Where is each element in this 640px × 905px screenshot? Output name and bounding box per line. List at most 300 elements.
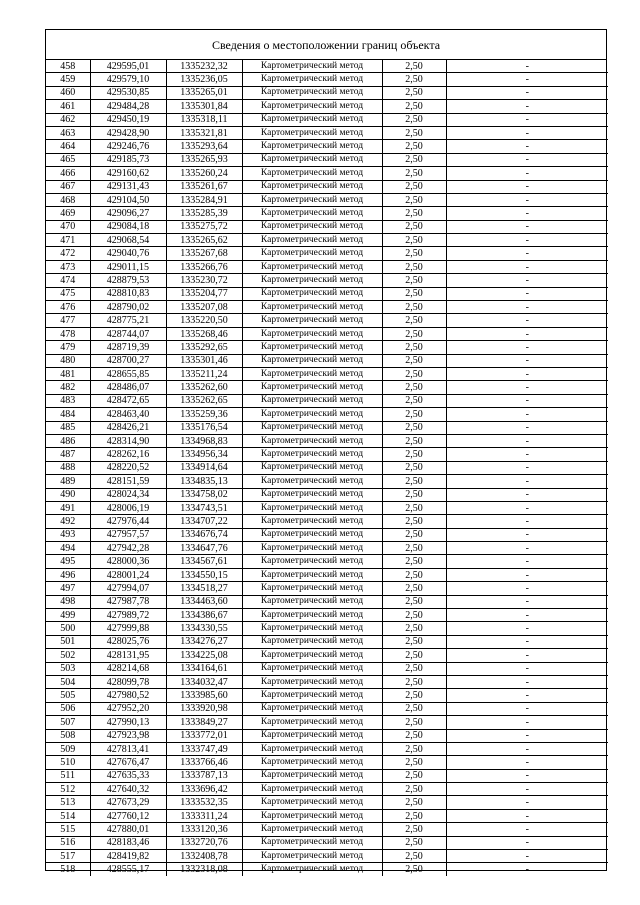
point-number-cell: 502 xyxy=(46,649,90,662)
table-row xyxy=(46,515,608,528)
table-row xyxy=(46,73,608,86)
method-cell: Картометрический метод xyxy=(242,394,382,407)
description-cell: - xyxy=(446,836,608,849)
accuracy-cell: 2,50 xyxy=(382,863,446,876)
accuracy-cell: 2,50 xyxy=(382,501,446,514)
table-row xyxy=(46,742,608,755)
point-number-cell: 489 xyxy=(46,475,90,488)
accuracy-cell: 2,50 xyxy=(382,582,446,595)
point-number-cell: 510 xyxy=(46,756,90,769)
x-coordinate-cell: 427980,52 xyxy=(90,689,166,702)
x-coordinate-cell: 429084,18 xyxy=(90,220,166,233)
accuracy-cell: 2,50 xyxy=(382,394,446,407)
description-cell: - xyxy=(446,582,608,595)
method-cell: Картометрический метод xyxy=(242,354,382,367)
method-cell: Картометрический метод xyxy=(242,501,382,514)
description-cell: - xyxy=(446,301,608,314)
accuracy-cell: 2,50 xyxy=(382,220,446,233)
y-coordinate-cell: 1333849,27 xyxy=(166,716,242,729)
accuracy-cell: 2,50 xyxy=(382,314,446,327)
table-row xyxy=(46,622,608,635)
point-number-cell: 483 xyxy=(46,394,90,407)
x-coordinate-cell: 427676,47 xyxy=(90,756,166,769)
description-cell: - xyxy=(446,394,608,407)
point-number-cell: 514 xyxy=(46,809,90,822)
table-row xyxy=(46,609,608,622)
y-coordinate-cell: 1335266,76 xyxy=(166,260,242,273)
method-cell: Картометрический метод xyxy=(242,649,382,662)
description-cell: - xyxy=(446,314,608,327)
x-coordinate-cell: 429450,19 xyxy=(90,113,166,126)
description-cell: - xyxy=(446,126,608,139)
accuracy-cell: 2,50 xyxy=(382,475,446,488)
accuracy-cell: 2,50 xyxy=(382,234,446,247)
accuracy-cell: 2,50 xyxy=(382,515,446,528)
method-cell: Картометрический метод xyxy=(242,528,382,541)
x-coordinate-cell: 427880,01 xyxy=(90,823,166,836)
y-coordinate-cell: 1334676,74 xyxy=(166,528,242,541)
method-cell: Картометрический метод xyxy=(242,461,382,474)
description-cell: - xyxy=(446,649,608,662)
description-cell: - xyxy=(446,247,608,260)
method-cell: Картометрический метод xyxy=(242,582,382,595)
table-row xyxy=(46,448,608,461)
x-coordinate-cell: 427989,72 xyxy=(90,609,166,622)
table-row xyxy=(46,274,608,287)
method-cell: Картометрический метод xyxy=(242,769,382,782)
y-coordinate-cell: 1333120,36 xyxy=(166,823,242,836)
method-cell: Картометрический метод xyxy=(242,622,382,635)
accuracy-cell: 2,50 xyxy=(382,73,446,86)
y-coordinate-cell: 1335265,01 xyxy=(166,86,242,99)
accuracy-cell: 2,50 xyxy=(382,702,446,715)
description-cell: - xyxy=(446,542,608,555)
point-number-cell: 508 xyxy=(46,729,90,742)
accuracy-cell: 2,50 xyxy=(382,193,446,206)
table-row xyxy=(46,836,608,849)
y-coordinate-cell: 1335301,84 xyxy=(166,100,242,113)
table-row xyxy=(46,180,608,193)
y-coordinate-cell: 1334518,27 xyxy=(166,582,242,595)
table-row xyxy=(46,408,608,421)
accuracy-cell: 2,50 xyxy=(382,675,446,688)
y-coordinate-cell: 1335204,77 xyxy=(166,287,242,300)
accuracy-cell: 2,50 xyxy=(382,408,446,421)
table-row xyxy=(46,314,608,327)
description-cell: - xyxy=(446,153,608,166)
description-cell: - xyxy=(446,783,608,796)
description-cell: - xyxy=(446,756,608,769)
method-cell: Картометрический метод xyxy=(242,689,382,702)
method-cell: Картометрический метод xyxy=(242,367,382,380)
accuracy-cell: 2,50 xyxy=(382,167,446,180)
table-row xyxy=(46,756,608,769)
table-row xyxy=(46,863,608,876)
description-cell: - xyxy=(446,609,608,622)
y-coordinate-cell: 1335220,50 xyxy=(166,314,242,327)
y-coordinate-cell: 1334225,08 xyxy=(166,649,242,662)
description-cell: - xyxy=(446,434,608,447)
x-coordinate-cell: 427952,20 xyxy=(90,702,166,715)
table-row xyxy=(46,635,608,648)
table-row xyxy=(46,702,608,715)
accuracy-cell: 2,50 xyxy=(382,274,446,287)
method-cell: Картометрический метод xyxy=(242,702,382,715)
point-number-cell: 478 xyxy=(46,327,90,340)
x-coordinate-cell: 428700,27 xyxy=(90,354,166,367)
description-cell: - xyxy=(446,769,608,782)
y-coordinate-cell: 1332318,08 xyxy=(166,863,242,876)
accuracy-cell: 2,50 xyxy=(382,287,446,300)
method-cell: Картометрический метод xyxy=(242,488,382,501)
description-cell: - xyxy=(446,568,608,581)
point-number-cell: 463 xyxy=(46,126,90,139)
x-coordinate-cell: 428006,19 xyxy=(90,501,166,514)
accuracy-cell: 2,50 xyxy=(382,180,446,193)
x-coordinate-cell: 428183,46 xyxy=(90,836,166,849)
method-cell: Картометрический метод xyxy=(242,247,382,260)
point-number-cell: 475 xyxy=(46,287,90,300)
x-coordinate-cell: 427942,28 xyxy=(90,542,166,555)
accuracy-cell: 2,50 xyxy=(382,100,446,113)
method-cell: Картометрический метод xyxy=(242,126,382,139)
method-cell: Картометрический метод xyxy=(242,381,382,394)
point-number-cell: 507 xyxy=(46,716,90,729)
description-cell: - xyxy=(446,488,608,501)
description-cell: - xyxy=(446,515,608,528)
method-cell: Картометрический метод xyxy=(242,180,382,193)
table-row xyxy=(46,528,608,541)
accuracy-cell: 2,50 xyxy=(382,595,446,608)
point-number-cell: 496 xyxy=(46,568,90,581)
point-number-cell: 506 xyxy=(46,702,90,715)
point-number-cell: 466 xyxy=(46,167,90,180)
point-number-cell: 509 xyxy=(46,742,90,755)
y-coordinate-cell: 1333696,42 xyxy=(166,783,242,796)
table-row xyxy=(46,475,608,488)
point-number-cell: 461 xyxy=(46,100,90,113)
point-number-cell: 511 xyxy=(46,769,90,782)
accuracy-cell: 2,50 xyxy=(382,662,446,675)
method-cell: Картометрический метод xyxy=(242,850,382,863)
point-number-cell: 467 xyxy=(46,180,90,193)
y-coordinate-cell: 1332720,76 xyxy=(166,836,242,849)
accuracy-cell: 2,50 xyxy=(382,783,446,796)
method-cell: Картометрический метод xyxy=(242,274,382,287)
accuracy-cell: 2,50 xyxy=(382,756,446,769)
x-coordinate-cell: 428810,83 xyxy=(90,287,166,300)
point-number-cell: 515 xyxy=(46,823,90,836)
y-coordinate-cell: 1334164,61 xyxy=(166,662,242,675)
description-cell: - xyxy=(446,341,608,354)
accuracy-cell: 2,50 xyxy=(382,113,446,126)
point-number-cell: 499 xyxy=(46,609,90,622)
accuracy-cell: 2,50 xyxy=(382,461,446,474)
method-cell: Картометрический метод xyxy=(242,729,382,742)
method-cell: Картометрический метод xyxy=(242,260,382,273)
method-cell: Картометрический метод xyxy=(242,796,382,809)
table-row xyxy=(46,823,608,836)
description-cell: - xyxy=(446,850,608,863)
method-cell: Картометрический метод xyxy=(242,742,382,755)
accuracy-cell: 2,50 xyxy=(382,689,446,702)
method-cell: Картометрический метод xyxy=(242,716,382,729)
y-coordinate-cell: 1334758,02 xyxy=(166,488,242,501)
method-cell: Картометрический метод xyxy=(242,327,382,340)
point-number-cell: 488 xyxy=(46,461,90,474)
accuracy-cell: 2,50 xyxy=(382,140,446,153)
point-number-cell: 492 xyxy=(46,515,90,528)
method-cell: Картометрический метод xyxy=(242,113,382,126)
method-cell: Картометрический метод xyxy=(242,475,382,488)
x-coordinate-cell: 428486,07 xyxy=(90,381,166,394)
x-coordinate-cell: 427976,44 xyxy=(90,515,166,528)
method-cell: Картометрический метод xyxy=(242,568,382,581)
y-coordinate-cell: 1335268,46 xyxy=(166,327,242,340)
y-coordinate-cell: 1335301,46 xyxy=(166,354,242,367)
accuracy-cell: 2,50 xyxy=(382,796,446,809)
table-row xyxy=(46,850,608,863)
description-cell: - xyxy=(446,180,608,193)
y-coordinate-cell: 1335259,36 xyxy=(166,408,242,421)
x-coordinate-cell: 429484,28 xyxy=(90,100,166,113)
accuracy-cell: 2,50 xyxy=(382,488,446,501)
description-cell: - xyxy=(446,100,608,113)
x-coordinate-cell: 428555,17 xyxy=(90,863,166,876)
accuracy-cell: 2,50 xyxy=(382,367,446,380)
accuracy-cell: 2,50 xyxy=(382,809,446,822)
accuracy-cell: 2,50 xyxy=(382,622,446,635)
x-coordinate-cell: 427923,98 xyxy=(90,729,166,742)
y-coordinate-cell: 1334463,60 xyxy=(166,595,242,608)
description-cell: - xyxy=(446,742,608,755)
point-number-cell: 465 xyxy=(46,153,90,166)
accuracy-cell: 2,50 xyxy=(382,341,446,354)
description-cell: - xyxy=(446,408,608,421)
point-number-cell: 500 xyxy=(46,622,90,635)
x-coordinate-cell: 428426,21 xyxy=(90,421,166,434)
y-coordinate-cell: 1335236,05 xyxy=(166,73,242,86)
document-page xyxy=(45,29,607,876)
accuracy-cell: 2,50 xyxy=(382,381,446,394)
x-coordinate-cell: 428025,76 xyxy=(90,635,166,648)
y-coordinate-cell: 1335211,24 xyxy=(166,367,242,380)
y-coordinate-cell: 1333787,13 xyxy=(166,769,242,782)
method-cell: Картометрический метод xyxy=(242,609,382,622)
method-cell: Картометрический метод xyxy=(242,555,382,568)
description-cell: - xyxy=(446,260,608,273)
method-cell: Картометрический метод xyxy=(242,756,382,769)
point-number-cell: 477 xyxy=(46,314,90,327)
method-cell: Картометрический метод xyxy=(242,153,382,166)
description-cell: - xyxy=(446,675,608,688)
y-coordinate-cell: 1333985,60 xyxy=(166,689,242,702)
point-number-cell: 494 xyxy=(46,542,90,555)
x-coordinate-cell: 427673,29 xyxy=(90,796,166,809)
table-row xyxy=(46,354,608,367)
table-row xyxy=(46,542,608,555)
x-coordinate-cell: 428719,39 xyxy=(90,341,166,354)
x-coordinate-cell: 429160,62 xyxy=(90,167,166,180)
accuracy-cell: 2,50 xyxy=(382,742,446,755)
accuracy-cell: 2,50 xyxy=(382,354,446,367)
point-number-cell: 459 xyxy=(46,73,90,86)
description-cell: - xyxy=(446,501,608,514)
description-cell: - xyxy=(446,60,608,73)
x-coordinate-cell: 428151,59 xyxy=(90,475,166,488)
x-coordinate-cell: 429185,73 xyxy=(90,153,166,166)
accuracy-cell: 2,50 xyxy=(382,609,446,622)
point-number-cell: 487 xyxy=(46,448,90,461)
description-cell: - xyxy=(446,448,608,461)
description-cell: - xyxy=(446,702,608,715)
table-row xyxy=(46,662,608,675)
y-coordinate-cell: 1334914,64 xyxy=(166,461,242,474)
point-number-cell: 504 xyxy=(46,675,90,688)
method-cell: Картометрический метод xyxy=(242,836,382,849)
point-number-cell: 513 xyxy=(46,796,90,809)
y-coordinate-cell: 1333532,35 xyxy=(166,796,242,809)
method-cell: Картометрический метод xyxy=(242,809,382,822)
point-number-cell: 486 xyxy=(46,434,90,447)
method-cell: Картометрический метод xyxy=(242,421,382,434)
description-cell: - xyxy=(446,716,608,729)
x-coordinate-cell: 427640,32 xyxy=(90,783,166,796)
y-coordinate-cell: 1335318,11 xyxy=(166,113,242,126)
point-number-cell: 470 xyxy=(46,220,90,233)
description-cell: - xyxy=(446,140,608,153)
accuracy-cell: 2,50 xyxy=(382,729,446,742)
method-cell: Картометрический метод xyxy=(242,100,382,113)
table-row xyxy=(46,167,608,180)
method-cell: Картометрический метод xyxy=(242,542,382,555)
description-cell: - xyxy=(446,86,608,99)
table-row xyxy=(46,555,608,568)
method-cell: Картометрический метод xyxy=(242,220,382,233)
table-row xyxy=(46,689,608,702)
table-row xyxy=(46,381,608,394)
table-row xyxy=(46,729,608,742)
description-cell: - xyxy=(446,796,608,809)
y-coordinate-cell: 1335261,67 xyxy=(166,180,242,193)
method-cell: Картометрический метод xyxy=(242,675,382,688)
description-cell: - xyxy=(446,729,608,742)
table-row xyxy=(46,809,608,822)
description-cell: - xyxy=(446,662,608,675)
method-cell: Картометрический метод xyxy=(242,140,382,153)
x-coordinate-cell: 428099,78 xyxy=(90,675,166,688)
y-coordinate-cell: 1335292,65 xyxy=(166,341,242,354)
method-cell: Картометрический метод xyxy=(242,167,382,180)
y-coordinate-cell: 1334835,13 xyxy=(166,475,242,488)
point-number-cell: 490 xyxy=(46,488,90,501)
point-number-cell: 480 xyxy=(46,354,90,367)
point-number-cell: 473 xyxy=(46,260,90,273)
accuracy-cell: 2,50 xyxy=(382,86,446,99)
x-coordinate-cell: 428262,16 xyxy=(90,448,166,461)
table-row xyxy=(46,675,608,688)
point-number-cell: 516 xyxy=(46,836,90,849)
y-coordinate-cell: 1335293,64 xyxy=(166,140,242,153)
table-row xyxy=(46,769,608,782)
point-number-cell: 482 xyxy=(46,381,90,394)
y-coordinate-cell: 1335262,60 xyxy=(166,381,242,394)
table-row xyxy=(46,394,608,407)
method-cell: Картометрический метод xyxy=(242,448,382,461)
x-coordinate-cell: 427635,33 xyxy=(90,769,166,782)
point-number-cell: 460 xyxy=(46,86,90,99)
description-cell: - xyxy=(446,461,608,474)
y-coordinate-cell: 1335284,91 xyxy=(166,193,242,206)
accuracy-cell: 2,50 xyxy=(382,555,446,568)
x-coordinate-cell: 428655,85 xyxy=(90,367,166,380)
description-cell: - xyxy=(446,274,608,287)
x-coordinate-cell: 428024,34 xyxy=(90,488,166,501)
y-coordinate-cell: 1334032,47 xyxy=(166,675,242,688)
x-coordinate-cell: 428790,02 xyxy=(90,301,166,314)
point-number-cell: 464 xyxy=(46,140,90,153)
point-number-cell: 479 xyxy=(46,341,90,354)
point-number-cell: 498 xyxy=(46,595,90,608)
x-coordinate-cell: 427957,57 xyxy=(90,528,166,541)
method-cell: Картометрический метод xyxy=(242,635,382,648)
x-coordinate-cell: 427999,88 xyxy=(90,622,166,635)
table-row xyxy=(46,367,608,380)
point-number-cell: 497 xyxy=(46,582,90,595)
description-cell: - xyxy=(446,809,608,822)
accuracy-cell: 2,50 xyxy=(382,207,446,220)
point-number-cell: 474 xyxy=(46,274,90,287)
table-row xyxy=(46,126,608,139)
accuracy-cell: 2,50 xyxy=(382,327,446,340)
x-coordinate-cell: 428463,40 xyxy=(90,408,166,421)
method-cell: Картометрический метод xyxy=(242,595,382,608)
method-cell: Картометрический метод xyxy=(242,823,382,836)
y-coordinate-cell: 1333747,49 xyxy=(166,742,242,755)
description-cell: - xyxy=(446,863,608,876)
accuracy-cell: 2,50 xyxy=(382,649,446,662)
point-number-cell: 471 xyxy=(46,234,90,247)
x-coordinate-cell: 429096,27 xyxy=(90,207,166,220)
point-number-cell: 484 xyxy=(46,408,90,421)
x-coordinate-cell: 428419,82 xyxy=(90,850,166,863)
description-cell: - xyxy=(446,367,608,380)
description-cell: - xyxy=(446,234,608,247)
accuracy-cell: 2,50 xyxy=(382,568,446,581)
x-coordinate-cell: 428214,68 xyxy=(90,662,166,675)
x-coordinate-cell: 428220,52 xyxy=(90,461,166,474)
method-cell: Картометрический метод xyxy=(242,863,382,876)
table-row xyxy=(46,193,608,206)
y-coordinate-cell: 1334707,22 xyxy=(166,515,242,528)
table-row xyxy=(46,153,608,166)
accuracy-cell: 2,50 xyxy=(382,434,446,447)
x-coordinate-cell: 428131,95 xyxy=(90,649,166,662)
table-row xyxy=(46,783,608,796)
document-title: Сведения о местоположении границ объекта xyxy=(46,30,606,60)
table-row xyxy=(46,207,608,220)
point-number-cell: 458 xyxy=(46,60,90,73)
x-coordinate-cell: 429104,50 xyxy=(90,193,166,206)
description-cell: - xyxy=(446,635,608,648)
accuracy-cell: 2,50 xyxy=(382,126,446,139)
point-number-cell: 495 xyxy=(46,555,90,568)
method-cell: Картометрический метод xyxy=(242,515,382,528)
y-coordinate-cell: 1335265,93 xyxy=(166,153,242,166)
coordinates-table xyxy=(46,60,608,876)
point-number-cell: 469 xyxy=(46,207,90,220)
method-cell: Картометрический метод xyxy=(242,207,382,220)
